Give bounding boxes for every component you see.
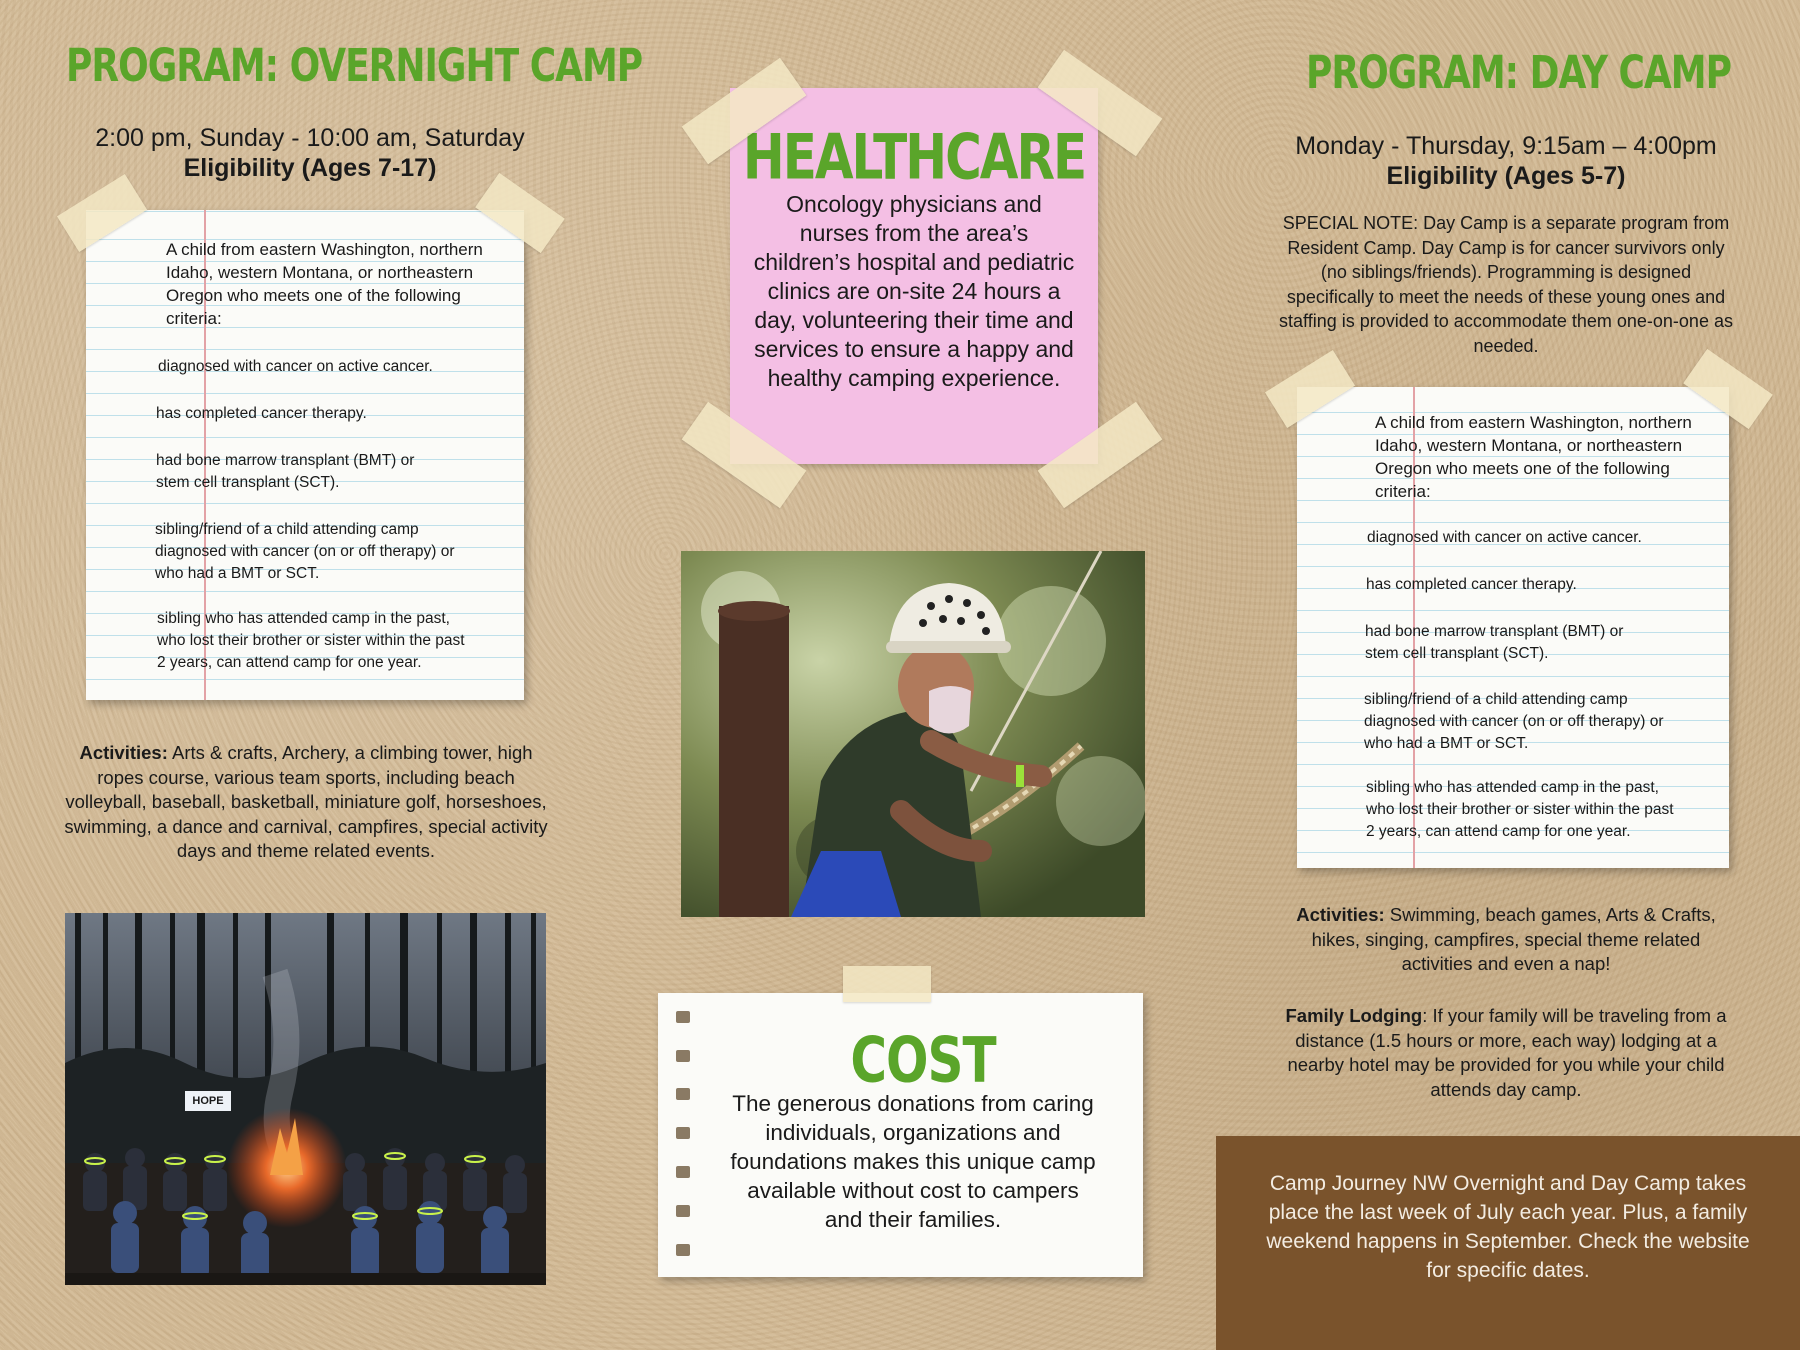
overnight-schedule bbox=[60, 123, 560, 183]
binder-ring bbox=[676, 1088, 690, 1100]
tape bbox=[843, 966, 931, 1002]
cost-card bbox=[658, 993, 1143, 1277]
binder-ring bbox=[676, 1166, 690, 1178]
binder-ring bbox=[676, 1050, 690, 1062]
climbing-photo bbox=[681, 551, 1145, 917]
day-criterion: had bone marrow transplant (BMT) or stem cell transplant (SCT). bbox=[1365, 623, 1624, 662]
overnight-schedule-time: 2:00 pm, Sunday - 10:00 am, Saturday bbox=[95, 124, 525, 152]
campfire-photo bbox=[65, 913, 546, 1285]
day-title: PROGRAM: DAY CAMP bbox=[1306, 47, 1731, 100]
healthcare-title: HEALTHCARE bbox=[742, 120, 1086, 194]
cost-body: The generous donations from caring individuals, organizations and foundations makes this unique camp available without cost to campers and their families. bbox=[730, 1091, 1096, 1232]
day-criteria-intro: A child from eastern Washington, northern Idaho, western Montana, or northeastern Oregon who meets one of the following criteria: bbox=[1375, 413, 1692, 501]
day-criterion: has completed cancer therapy. bbox=[1366, 576, 1577, 593]
cost-title: COST bbox=[850, 1023, 996, 1097]
day-criterion: diagnosed with cancer on active cancer. bbox=[1367, 529, 1642, 546]
day-schedule-time: Monday - Thursday, 9:15am – 4:00pm bbox=[1295, 132, 1717, 160]
healthcare-body: Oncology physicians and nurses from the area’s children’s hospital and pediatric clinics are on-site 24 hours a day, volunteering their time and services to ensure a happy and healthy camping experience. bbox=[753, 191, 1075, 391]
day-criterion: sibling who has attended camp in the past, who lost their brother or sister within the past 2 years, can attend camp for one year. bbox=[1366, 779, 1674, 840]
day-family-lodging: Family Lodging: If your family will be traveling from a distance (1.5 hours or more, each way) lodging at a nearby hotel may be provided for you while your child attends day camp. bbox=[1285, 1005, 1727, 1100]
binder-ring bbox=[676, 1205, 690, 1217]
day-eligibility: Eligibility (Ages 5-7) bbox=[1386, 162, 1626, 190]
overnight-activities: Activities: Arts & crafts, Archery, a climbing tower, high ropes course, various team sports, including beach volleyball, baseball, basketball, miniature golf, horseshoes, swimming, a dance and carnival, campfires, special activity days and theme related events. bbox=[64, 742, 548, 861]
overnight-title: PROGRAM: OVERNIGHT CAMP bbox=[66, 40, 643, 93]
overnight-eligibility: Eligibility (Ages 7-17) bbox=[183, 154, 437, 182]
footer-info-box bbox=[1216, 1136, 1800, 1350]
overnight-criteria-intro: A child from eastern Washington, northern Idaho, western Montana, or northeastern Oregon who meets one of the following criteria: bbox=[166, 240, 483, 328]
binder-ring bbox=[676, 1127, 690, 1139]
day-special-note: SPECIAL NOTE: Day Camp is a separate program from Resident Camp. Day Camp is for cancer survivors only (no siblings/friends). Programming is designed specifically to meet the needs of these young ones and staffing is provided to accommodate them one-on-one as needed. bbox=[1279, 213, 1733, 356]
day-activities: Activities: Swimming, beach games, Arts & Crafts, hikes, singing, campfires, special theme related activities and even a nap! bbox=[1296, 904, 1716, 974]
healthcare-note bbox=[730, 88, 1098, 464]
binder-ring bbox=[676, 1244, 690, 1256]
day-criterion: sibling/friend of a child attending camp diagnosed with cancer (on or off therapy) or who had a BMT or SCT. bbox=[1364, 691, 1664, 752]
overnight-criterion: diagnosed with cancer on active cancer. bbox=[158, 358, 433, 375]
overnight-criterion: sibling/friend of a child attending camp diagnosed with cancer (on or off therapy) or who had a BMT or SCT. bbox=[155, 521, 455, 582]
binder-ring bbox=[676, 1011, 690, 1023]
overnight-criteria-paper bbox=[86, 210, 524, 700]
overnight-criterion: sibling who has attended camp in the past, who lost their brother or sister within the past 2 years, can attend camp for one year. bbox=[157, 610, 465, 671]
overnight-criterion: had bone marrow transplant (BMT) or stem cell transplant (SCT). bbox=[156, 452, 415, 491]
day-schedule bbox=[1256, 131, 1756, 191]
overnight-criterion: has completed cancer therapy. bbox=[156, 405, 367, 422]
campfire-sign-text: HOPE bbox=[192, 1095, 224, 1107]
day-criteria-paper bbox=[1297, 387, 1729, 868]
footer-info-text: Camp Journey NW Overnight and Day Camp takes place the last week of July each year. Plus, a family weekend happens in September. Check the website for specific dates. bbox=[1266, 1172, 1750, 1282]
